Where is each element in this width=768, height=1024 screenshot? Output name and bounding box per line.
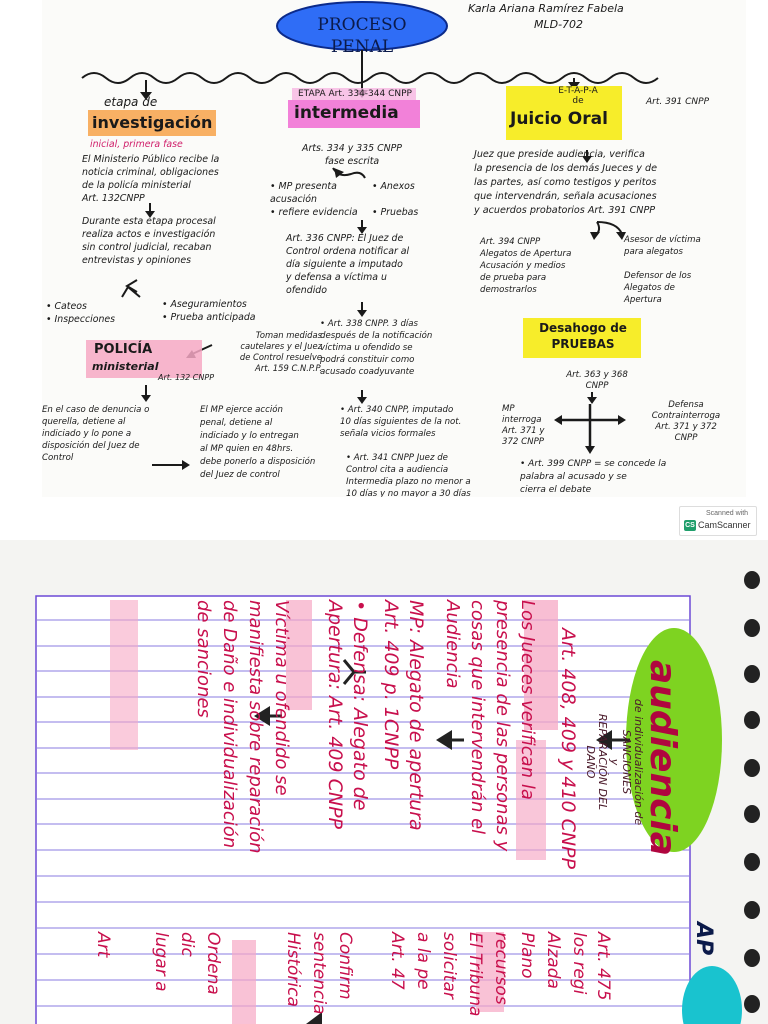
scanner-caption: Scanned with: [706, 510, 749, 517]
notebook-page: [0, 540, 768, 1024]
arrowhead: [182, 460, 190, 470]
etapa1-list-right: • Aseguramientos • Prueba anticipada: [162, 299, 256, 323]
etapa1-list-left: • Cateos • Inspecciones: [46, 301, 116, 325]
desahogo-right: Defensa Contrainterroga Art. 371 y 372 CNPP: [651, 400, 721, 443]
author-name: Karla Ariana Ramírez Fabela: [468, 2, 624, 15]
etapa2-body3: • Art. 340 CNPP, imputado 10 días siguientes de la not. señala vicios formales: [340, 405, 462, 439]
notes-art: Art. 408, 409 y 410 CNPP: [557, 628, 579, 869]
col2-line-14: dic: [177, 932, 197, 957]
etapa2-right-list: • Anexos • Pruebas: [372, 181, 419, 218]
desahogo-left: MP interroga Art. 371 y 372 CNPP: [502, 404, 545, 447]
arrowhead: [587, 397, 597, 404]
camscanner-badge: [679, 506, 757, 536]
col2-line-12: Histórica: [283, 932, 303, 1007]
etapa2-body2: • Art. 338 CNPP. 3 días después de la notificación víctima u ofendido se podrá constituir como acusado coadyuvante: [320, 319, 433, 377]
etapa1-subtitle: inicial, primera fase: [90, 139, 183, 150]
group-code: MLD-702: [534, 18, 584, 31]
notes-subtitle: de individualización de SANCIONES y REPARACIÓN DEL DAÑO: [584, 698, 645, 826]
desahogo-title: Desahogo de PRUEBAS: [539, 321, 627, 351]
etapa3-art: Art. 391 CNPP: [646, 97, 710, 107]
arrowhead: [585, 446, 595, 454]
col2-rotated: [36, 922, 726, 1024]
col2-line-7: solicitar: [439, 932, 459, 999]
arrowhead: [618, 415, 626, 425]
col2-line-5: recursos: [491, 932, 511, 1005]
etapa1-heading-top: etapa de: [104, 95, 158, 109]
etapa2-heading: intermedia: [294, 103, 399, 123]
policia-art: Art. 132 CNPP: [158, 373, 215, 382]
etapa2-body4: • Art. 341 CNPP Juez de Control cita a audiencia Intermedia plazo no menor a 10 días y no mayor a 30 días: [346, 453, 471, 497]
etapa2-arts: Arts. 334 y 335 CNPP fase escrita: [302, 143, 402, 167]
scanner-brand: CamScanner: [698, 520, 751, 530]
etapa2-left-list: • MP presenta acusación • refiere evidencia: [270, 181, 358, 218]
policia-body-right: El MP ejerce acción penal, detiene al indiciado y lo entregan al MP quien en 48hrs. debe ponerlo a disposición del Juez de control: [200, 405, 316, 480]
etapa1-body2: Durante esta etapa procesal realiza actos e investigación sin control judicial, recaban entrevistas y opiniones: [82, 216, 216, 266]
notes-defensa: • Defensa: Alegato de Apertura: Art. 409 CNPP: [324, 600, 371, 829]
etapa3-right: Asesor de víctima para alegatos Defensor de los Alegatos de Apertura: [624, 235, 701, 305]
col2-line-15: lugar a: [151, 932, 171, 992]
col2-line-13: Ordena: [203, 932, 223, 995]
desahogo-body: • Art. 399 CNPP = se concede la palabra al acusado y se cierra el debate: [520, 459, 667, 495]
col2-title: AP: [691, 922, 716, 956]
policia-body-left: En el caso de denuncia o querella, detiene al indiciado y lo pone a disposición del Juez de Control: [42, 405, 150, 463]
policia-subtitle: ministerial: [92, 360, 159, 373]
etapa2-heading-top: ETAPA Art. 334-344 CNPP: [298, 89, 412, 99]
notes-mp: MP: Alegato de apertura Art. 409 p. 1CNPP: [380, 600, 427, 831]
etapa3-body1: Juez que preside audiencia, verifica la presencia de los demás Jueces y de las partes, así como testigos y peritos que intervendrán, señala acusaciones y acuerdos probatorios Art. 391 CNPP: [474, 149, 658, 216]
col2-line-6: El Tribuna: [465, 932, 485, 1017]
notes-victima: Víctima u ofendido se manifiesta sobre reparación de Daño e individualización de sanciones: [193, 600, 292, 854]
policia-note: Toman medidas cautelares y el Juez de Control resuelve Art. 159 C.N.P.P.: [239, 330, 322, 373]
notes-title: audiencia: [642, 660, 683, 857]
arrowhead: [141, 395, 151, 402]
col2-line-16: Art: [93, 932, 113, 958]
col2-line-3: Alzada: [543, 932, 563, 989]
col2-line-10: Confirm: [335, 932, 355, 1000]
wavy-line: [82, 73, 658, 83]
page-title: PROCESO PENAL: [317, 15, 407, 57]
col2-line-9: Art. 47: [387, 932, 407, 990]
etapa3-heading: Juicio Oral: [510, 109, 608, 129]
arrowhead: [357, 397, 367, 404]
col2-line-8: a la pe: [413, 932, 433, 990]
desahogo-art: Art. 363 y 368 CNPP: [566, 370, 628, 391]
etapa3-left: Art. 394 CNPP Alegatos de Apertura Acusación y medios de prueba para demostrarlos: [480, 237, 572, 295]
col2-line-11: sentencia: [309, 932, 329, 1015]
col2-line-1: Art. 475: [593, 932, 613, 1001]
col2-line-4: Plano: [517, 932, 537, 979]
camscanner-logo-icon: CS: [685, 522, 695, 529]
etapa1-body1: El Ministerio Público recibe la noticia criminal, obligaciones de la policía ministerial Art. 132CNPP: [82, 154, 220, 204]
notes-judges: Los Jueces verifican la presencia de las personas y cosas que intervendrán el Audiencia: [442, 600, 538, 852]
etapa3-heading-top: E-T-A-P-A de: [558, 86, 598, 106]
col2-line-2: los regi: [569, 932, 589, 995]
etapa2-body1: Art. 336 CNPP: El Juez de Control ordena notificar al día siguiente a imputado y defensa a víctima u ofendido: [286, 233, 410, 296]
arrowhead: [334, 168, 344, 178]
spiral-rings: [744, 571, 760, 1013]
policia-title: POLICÍA: [94, 342, 153, 357]
etapa1-heading: investigación: [92, 113, 213, 132]
notes-second-column: [36, 920, 736, 1024]
arrowhead: [357, 310, 367, 317]
scanned-page-top: [42, 0, 746, 497]
